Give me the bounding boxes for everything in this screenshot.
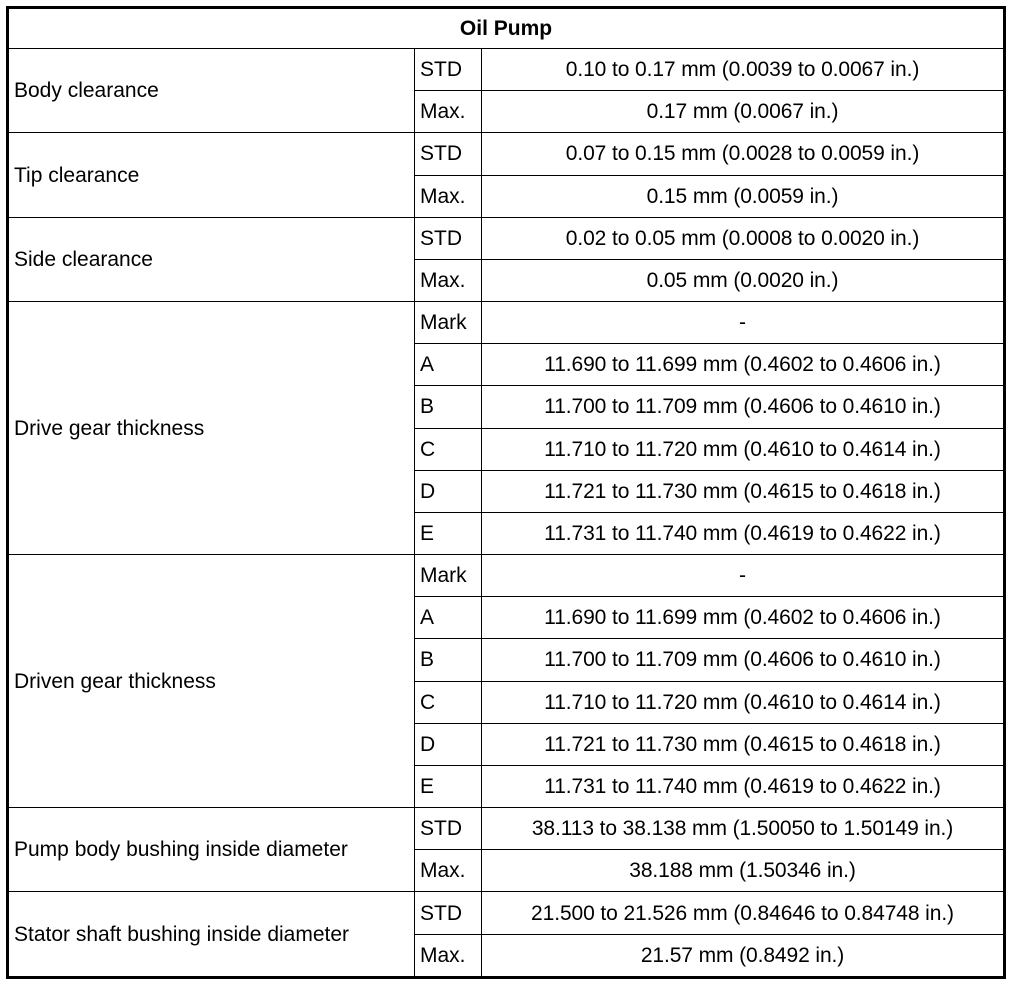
spec-mark: A <box>415 344 482 386</box>
spec-value: 11.700 to 11.709 mm (0.4606 to 0.4610 in.) <box>482 386 1005 428</box>
table-body <box>8 49 1005 978</box>
table-row <box>8 555 1005 597</box>
spec-value: 11.710 to 11.720 mm (0.4610 to 0.4614 in.) <box>482 681 1005 723</box>
spec-mark: STD <box>415 808 482 850</box>
spec-mark: E <box>415 512 482 554</box>
spec-mark: B <box>415 386 482 428</box>
spec-mark: Max. <box>415 175 482 217</box>
spec-mark: Mark <box>415 302 482 344</box>
spec-mark: Max. <box>415 259 482 301</box>
table-row <box>8 302 1005 344</box>
spec-value: 0.17 mm (0.0067 in.) <box>482 91 1005 133</box>
spec-mark: C <box>415 681 482 723</box>
spec-mark: STD <box>415 49 482 91</box>
spec-item-label: Stator shaft bushing inside diameter <box>8 892 415 978</box>
spec-mark: E <box>415 765 482 807</box>
spec-mark: Max. <box>415 850 482 892</box>
spec-mark: Max. <box>415 934 482 977</box>
spec-mark: Max. <box>415 91 482 133</box>
spec-value: 11.690 to 11.699 mm (0.4602 to 0.4606 in.) <box>482 597 1005 639</box>
spec-value: 0.02 to 0.05 mm (0.0008 to 0.0020 in.) <box>482 217 1005 259</box>
spec-value: 0.10 to 0.17 mm (0.0039 to 0.0067 in.) <box>482 49 1005 91</box>
spec-value: 0.15 mm (0.0059 in.) <box>482 175 1005 217</box>
spec-value: 21.57 mm (0.8492 in.) <box>482 934 1005 977</box>
spec-item-label: Driven gear thickness <box>8 555 415 808</box>
spec-mark: Mark <box>415 555 482 597</box>
spec-value: - <box>482 555 1005 597</box>
table-row <box>8 808 1005 850</box>
spec-value: 11.700 to 11.709 mm (0.4606 to 0.4610 in.) <box>482 639 1005 681</box>
spec-mark: C <box>415 428 482 470</box>
spec-value: 11.721 to 11.730 mm (0.4615 to 0.4618 in.) <box>482 723 1005 765</box>
spec-value: 11.721 to 11.730 mm (0.4615 to 0.4618 in.) <box>482 470 1005 512</box>
spec-value: 11.731 to 11.740 mm (0.4619 to 0.4622 in.) <box>482 512 1005 554</box>
spec-value: 0.05 mm (0.0020 in.) <box>482 259 1005 301</box>
spec-value: - <box>482 302 1005 344</box>
spec-value: 0.07 to 0.15 mm (0.0028 to 0.0059 in.) <box>482 133 1005 175</box>
spec-item-label: Body clearance <box>8 49 415 133</box>
spec-mark: STD <box>415 217 482 259</box>
spec-value: 11.731 to 11.740 mm (0.4619 to 0.4622 in.) <box>482 765 1005 807</box>
table-row <box>8 217 1005 259</box>
table-row <box>8 49 1005 91</box>
spec-mark: B <box>415 639 482 681</box>
spec-mark: D <box>415 723 482 765</box>
spec-item-label: Side clearance <box>8 217 415 301</box>
spec-mark: A <box>415 597 482 639</box>
spec-mark: D <box>415 470 482 512</box>
spec-mark: STD <box>415 892 482 934</box>
spec-value: 21.500 to 21.526 mm (0.84646 to 0.84748 in.) <box>482 892 1005 934</box>
spec-item-label: Pump body bushing inside diameter <box>8 808 415 892</box>
spec-value: 11.690 to 11.699 mm (0.4602 to 0.4606 in.) <box>482 344 1005 386</box>
table-header-row <box>8 8 1005 49</box>
spec-item-label: Drive gear thickness <box>8 302 415 555</box>
spec-value: 38.188 mm (1.50346 in.) <box>482 850 1005 892</box>
spec-item-label: Tip clearance <box>8 133 415 217</box>
table-row <box>8 133 1005 175</box>
spec-value: 38.113 to 38.138 mm (1.50050 to 1.50149 in.) <box>482 808 1005 850</box>
spec-mark: STD <box>415 133 482 175</box>
table-row <box>8 892 1005 934</box>
spec-value: 11.710 to 11.720 mm (0.4610 to 0.4614 in.) <box>482 428 1005 470</box>
oil-pump-spec-table <box>6 6 1006 979</box>
table-title: Oil Pump <box>8 8 1005 49</box>
